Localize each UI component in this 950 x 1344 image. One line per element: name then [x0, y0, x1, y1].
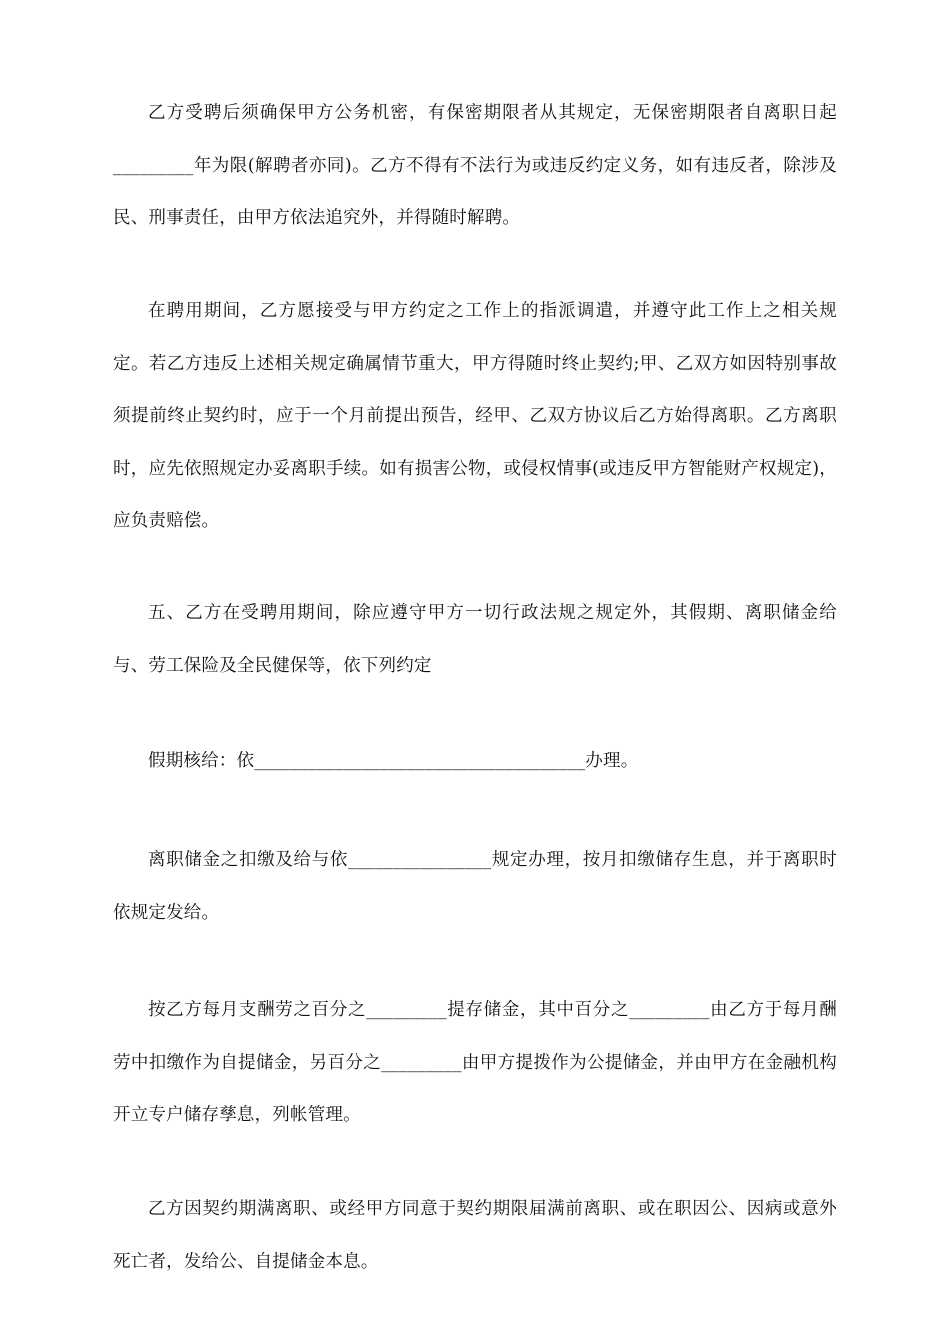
paragraph-employment-period: 在聘用期间，乙方愿接受与甲方约定之工作上的指派调遣，并遵守此工作上之相关规定。若乙方违反上述相关规定确属情节重大，甲方得随时终止契约;甲、乙双方如因特别事故须提前终止契约时，应于一个月前提出预告，经甲、乙双方协议后乙方始得离职。乙方离职时，应先依照规定办妥离职手续。如有损害公物，或侵权情事(或违反甲方智能财产权规定)，应负责赔偿。 — [113, 301, 837, 531]
paragraph-leave-grant: 假期核给：依_____________________________________办理。 — [148, 751, 639, 771]
paragraph-section-five: 五、乙方在受聘用期间，除应遵守甲方一切行政法规之规定外，其假期、离职储金给与、劳工保险及全民健保等，依下列约定 — [113, 603, 837, 676]
paragraph-confidentiality: 乙方受聘后须确保甲方公务机密，有保密期限者从其规定，无保密期限者自离职日起_________年为限(解聘者亦同)。乙方不得有不法行为或违反约定义务，如有违反者，除涉及民、刑事责任，由甲方依法追究外，并得随时解聘。 — [113, 103, 837, 228]
paragraph-severance-fund: 离职储金之扣缴及给与依________________规定办理，按月扣缴储存生息，并于离职时依规定发给。 — [113, 850, 837, 923]
paragraph-fund-payout: 乙方因契约期满离职、或经甲方同意于契约期限届满前离职、或在职因公、因病或意外死亡者，发给公、自提储金本息。 — [113, 1199, 837, 1272]
paragraph-fund-percentages: 按乙方每月支酬劳之百分之_________提存储金，其中百分之_________由乙方于每月酬劳中扣缴作为自提储金，另百分之_________由甲方提拨作为公提储金，并由甲方在金融机构开立专户储存孳息，列帐管理。 — [113, 1000, 837, 1125]
